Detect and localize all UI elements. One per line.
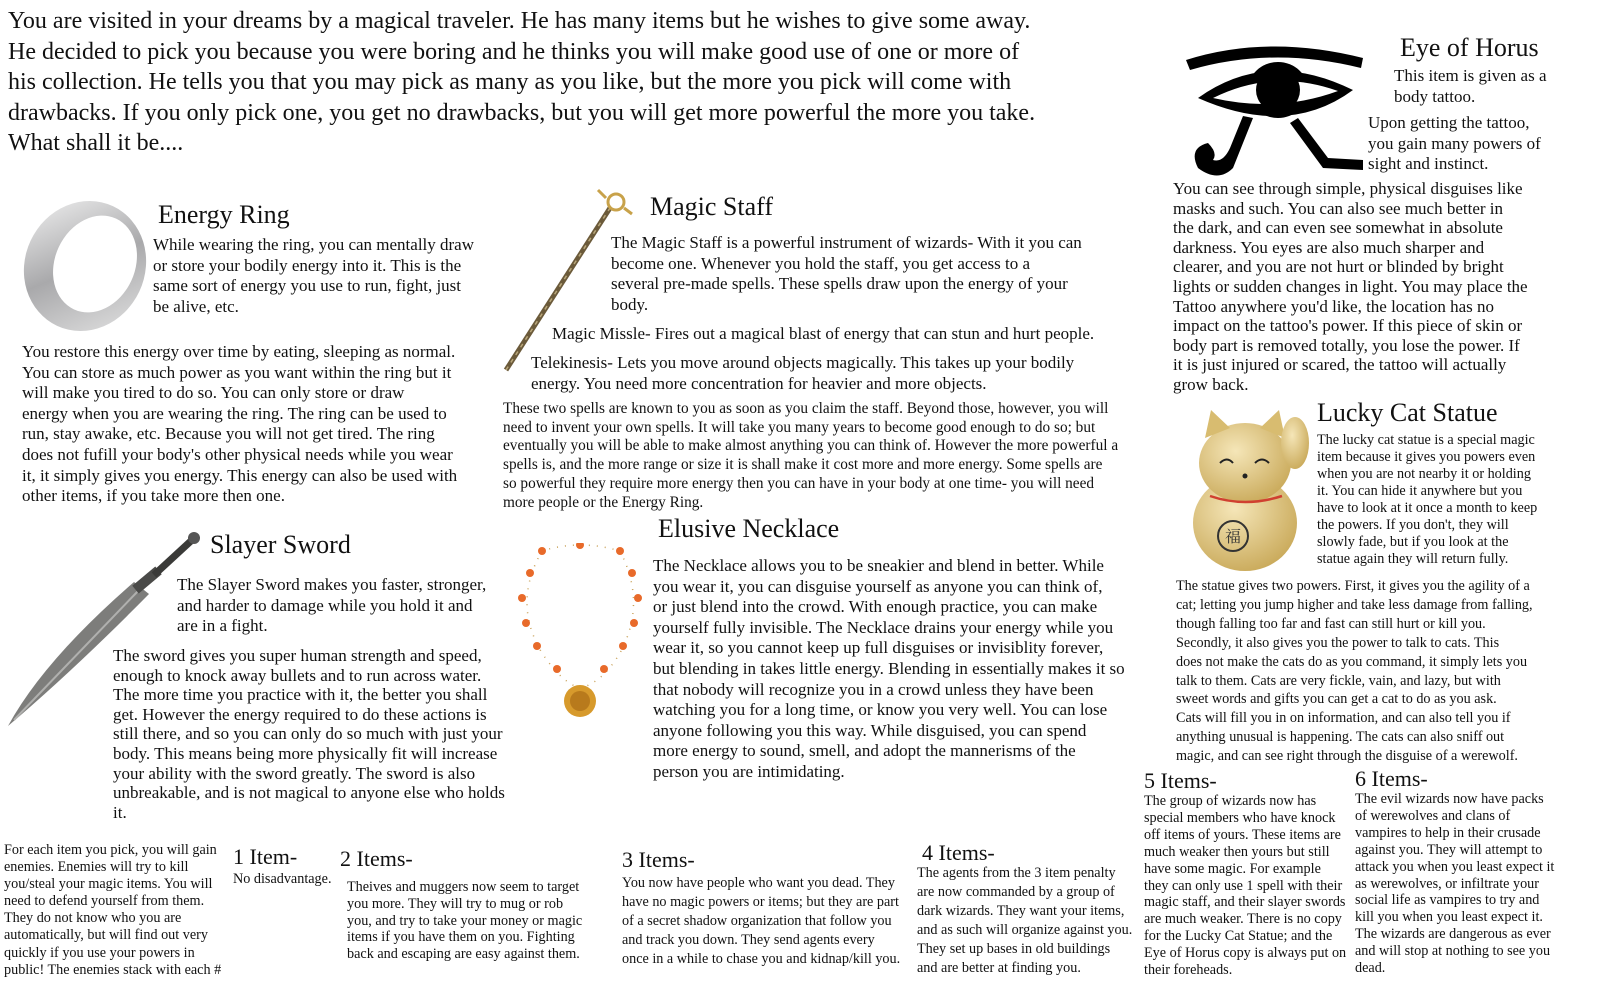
penalty-6-text: The evil wizards now have packs of werewolves and clans of vampires to help in their crusade against you. They will attempt to attack you when you least expect it as werewolves, or infiltrate your social life as vampires to try and kill you when you least expect it. The wizards are dangerous as ever and will stop at nothing to see you dead. xyxy=(1355,791,1555,977)
elusive-necklace-text: The Necklace allows you to be sneakier and blend in better. While you wear it, you can disguise yourself as anyone you can think of, or just blend into the crowd. With enough practice, you can make yourself fully invisible. The Necklace drains your energy while you wear it, so you cannot keep up full disguises or invisiblity forever, but blending in takes little energy. Blending in essentially makes it so that nobody will recognize you in a crowd unless they have been watching you for a long time, or know you very well. You can lose anyone following you this way. While disguised, you can spend more energy to sound, smell, and adopt the mannerisms of the person you are intimidating. xyxy=(653,556,1125,781)
intro-text: You are visited in your dreams by a magical traveler. He has many items but he wishes to give some away. He decided to pick you because you were boring and he thinks you will make good use of one or more of his collection. He tells you that you may pick as many as you like, but the more you pick will come with drawbacks. If you only pick one, you get no drawbacks, but you will get more powerful the more you take. What shall it be.... xyxy=(8,8,1036,156)
magic-staff-text: The Magic Staff is a powerful instrument of wizards- With it you can become one. Whenever you hold the staff, you get access to a several pre-made spells. These spells draw upon the energy of your body. xyxy=(611,233,1082,314)
slayer-sword-title: Slayer Sword xyxy=(210,530,351,559)
penalty-3-title: 3 Items- xyxy=(622,847,695,872)
magic-staff-title: Magic Staff xyxy=(650,192,773,221)
energy-ring-text: While wearing the ring, you can mentally draw or store your bodily energy into it. This is the same sort of energy you use to run, fight, just be alive, etc. xyxy=(153,235,474,316)
elusive-necklace-image xyxy=(512,543,647,723)
eye-of-horus-body: You can see through simple, physical disguises like masks and such. You can also see much better in the dark, and can even see somewhat in absolute darkness. You eyes are also much sharper and clearer, and you are not hurt or blinded by bright lights or sudden changes in light. You may place the Tattoo anywhere you'd like, the location has no impact on the tattoo's power. If this piece of skin or body part is removed totally, you lose the power. If it is just injured or scared, the tattoo will actually grow back. xyxy=(1173,179,1528,394)
penalty-6-title: 6 Items- xyxy=(1355,766,1428,791)
eye-of-horus-text1: This item is given as a body tattoo. xyxy=(1394,66,1547,106)
telekinesis-spell: Telekinesis- Lets you move around objects magically. This takes up your bodily energy. You need more concentration for heavier and more objects. xyxy=(531,353,1075,393)
lucky-cat-title: Lucky Cat Statue xyxy=(1317,398,1498,427)
energy-ring-title: Energy Ring xyxy=(158,200,290,229)
penalty-5-title: 5 Items- xyxy=(1144,768,1217,793)
energy-ring-image xyxy=(20,196,150,336)
magic-staff-body: These two spells are known to you as soon as you claim the staff. Beyond those, however, you will need to invent your own spells. It will take you many years to become good enough to do so; but eventually you will be able to make almost anything you can think of. However the more powerful a spells is, and the more range or size it is shall make it cost more and more energy. Some spells are so powerful they require more energy then you can have in your body at one time- you will need more people or the Energy Ring. xyxy=(503,400,1119,511)
penalty-1-text: No disadvantage. xyxy=(233,871,332,887)
penalty-5-text: The group of wizards now has special members who have knock off items of yours. These items are much weaker then yours but still have some magic. For example they can only use 1 spell with their magic staff, and their slayer swords are much weaker. There is no copy for the Lucky Cat Statue; and the Eye of Horus copy is always put on their foreheads. xyxy=(1144,793,1347,979)
svg-text:福: 福 xyxy=(1224,529,1242,546)
eye-of-horus-text2: Upon getting the tattoo, you gain many powers of sight and instinct. xyxy=(1368,113,1541,173)
magic-missile-spell: Magic Missle- Fires out a magical blast of energy that can stun and hurt people. xyxy=(552,324,1095,343)
penalty-2-title: 2 Items- xyxy=(340,846,413,871)
lucky-cat-image xyxy=(1185,408,1315,573)
elusive-necklace-title: Elusive Necklace xyxy=(658,514,840,543)
penalties-intro: For each item you pick, you will gain enemies. Enemies will try to kill you/steal your magic items. You will need to defend yourself from them. They do not know who you are automatically, but will find out very quickly if you use your powers in public! The enemies stack with each # xyxy=(4,842,222,978)
energy-ring-body: You restore this energy over time by eating, sleeping as normal. You can store as much power as you want within the ring but it will make you tired to do so. You can only store or draw energy when you are wearing the ring. The ring can be used to run, stay awake, etc. Because you will not get tired. The ring does not fufill your body's other physical needs while you wear it, it simply gives you energy. This energy can also be used with other items, if you take more then one. xyxy=(22,342,458,506)
penalty-2-text: Theives and muggers now seem to target you more. They will try to mug or rob you, and try to take your money or magic items if you have them on you. Fighting back and escaping are easy against them. xyxy=(347,879,583,963)
lucky-cat-body: The statue gives two powers. First, it gives you the agility of a cat; letting you jump higher and take less damage from falling, though falling too far and fast can still hurt or kill you. Secondly, it also gives you the power to talk to cats. This does not make the cats do as you command, it simply lets you talk to them. Cats are very fickle, vain, and lazy, but with sweet words and gifts you can get a cat to do as you ask. Cats will fill you in on information, and can also tell you if anything unusual is happening. The cats can also sniff out magic, and can see right through the disguise of a werewolf. xyxy=(1176,578,1533,765)
penalty-4-text: The agents from the 3 item penalty are now commanded by a group of dark wizards. They want your items, and as such will organize against you. They set up bases in old buildings and are better at finding you. xyxy=(917,865,1133,976)
penalty-4-title: 4 Items- xyxy=(922,840,995,865)
lucky-cat-text: The lucky cat statue is a special magic item because it gives you powers even when you are not nearby it or holding it. You can hide it anywhere but you have to look at it once a month to keep the powers. If you don't, they will slowly fade, but if you look at the statue again they will return fully. xyxy=(1317,432,1538,567)
penalty-3-text: You now have people who want you dead. They have no magic powers or items; but they are part of a secret shadow organization that follow you and track you down. They send agents every once in a while to chase you and kidnap/kill you. xyxy=(622,875,901,967)
slayer-sword-text: The Slayer Sword makes you faster, stronger, and harder to damage while you hold it and are in a fight. xyxy=(177,575,487,635)
penalty-1-title: 1 Item- xyxy=(233,844,298,869)
slayer-sword-body: The sword gives you super human strength and speed, enough to knock away bullets and to run across water. The more time you practice with it, the better you shall get. However the energy required to do these actions is still there, and so you can only do so much with just your body. This means being more physically fit will increase your ability with the sword greatly. The sword is also unbreakable, and is not magical to anyone else who holds it. xyxy=(113,646,505,822)
eye-of-horus-image xyxy=(1178,38,1368,183)
eye-of-horus-title: Eye of Horus xyxy=(1400,33,1539,62)
